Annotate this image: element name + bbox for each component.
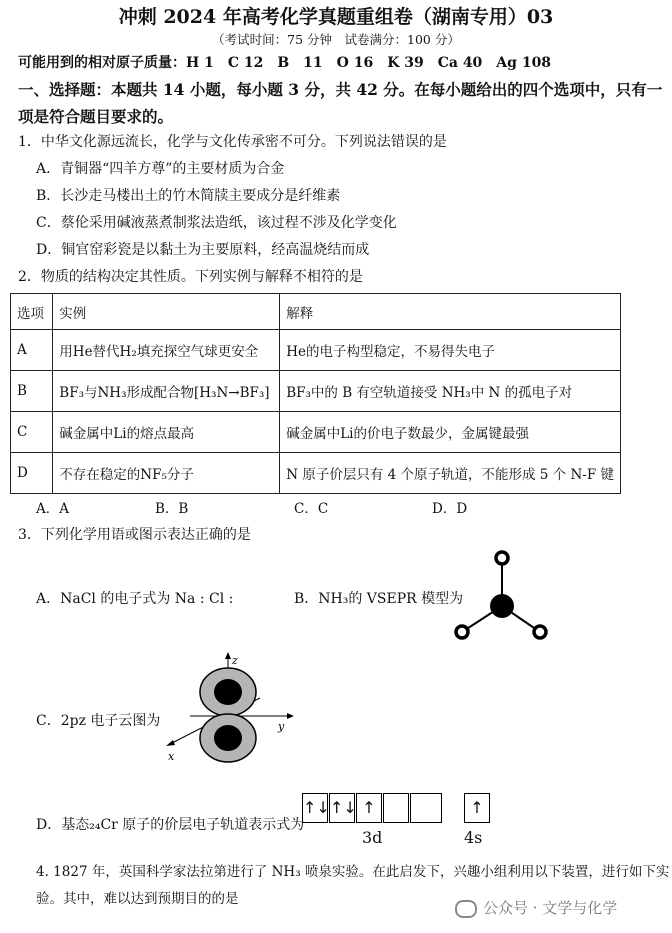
orbital-box: ↑ bbox=[356, 793, 382, 823]
row-option: A bbox=[11, 330, 53, 371]
q3-option-c: C．2pz 电子云图为 bbox=[36, 713, 161, 729]
question-2-stem: 2．物质的结构决定其性质。下列实例与解释不相符的是 bbox=[18, 269, 363, 285]
q1-option-a: A．青铜器“四羊方尊”的主要材质为合金 bbox=[36, 161, 285, 177]
wechat-icon bbox=[455, 900, 477, 918]
header-example: 实例 bbox=[53, 294, 280, 330]
row-example: 不存在稳定的NF₅分子 bbox=[53, 453, 280, 494]
label-3d: 3d bbox=[362, 828, 383, 847]
watermark bbox=[455, 897, 617, 918]
q3-option-b: B．NH₃的 VSEPR 模型为 bbox=[294, 591, 464, 607]
question-4-line2: 验。其中，难以达到预期目的的是 bbox=[36, 891, 239, 907]
page-title: 冲刺 2024 年高考化学真题重组卷（湖南专用）03 bbox=[118, 6, 554, 28]
header-option: 选项 bbox=[11, 294, 53, 330]
q1-option-d: D．铜官窑彩瓷是以黏土为主要原料，经高温烧结而成 bbox=[36, 242, 370, 258]
header-explanation: 解释 bbox=[280, 294, 621, 330]
label-4s: 4s bbox=[464, 828, 483, 847]
table-row bbox=[11, 371, 621, 412]
axis-label-x: x bbox=[168, 750, 175, 763]
row-explanation: BF₃中的 B 有空轨道接受 NH₃中 N 的孤电子对 bbox=[280, 371, 621, 412]
question-3-stem: 3．下列化学用语或图示表达正确的是 bbox=[18, 527, 251, 543]
row-explanation: N 原子价层只有 4 个原子轨道，不能形成 5 个 N-F 键 bbox=[280, 453, 621, 494]
axis-label-y: y bbox=[278, 720, 285, 733]
p-orbital-figure bbox=[160, 648, 300, 768]
q2-answer-a: A．A bbox=[36, 501, 69, 517]
question-4-line1: 4. 1827 年，英国科学家法拉第进行了 NH₃ 喷泉实验。在此启发下，兴趣小组利用以下装置，进行如下实 bbox=[36, 864, 670, 880]
row-example: 碱金属中Li的熔点最高 bbox=[53, 412, 280, 453]
row-example: BF₃与NH₃形成配合物[H₃N→BF₃] bbox=[53, 371, 280, 412]
table-header-row bbox=[11, 294, 621, 330]
row-example: 用He替代H₂填充探空气球更安全 bbox=[53, 330, 280, 371]
atomic-masses: 可能用到的相对原子质量：H 1 C 12 B 11 O 16 K 39 Ca 40 Ag 108 bbox=[18, 55, 552, 71]
table-row bbox=[11, 453, 621, 494]
vsepr-model-figure bbox=[448, 546, 558, 646]
orbital-box: ↑↓ bbox=[302, 793, 328, 823]
orbital-box-4s: ↑ bbox=[464, 793, 490, 823]
table-row bbox=[11, 330, 621, 371]
q3-option-a: A．NaCl 的电子式为 Na : Cl : bbox=[36, 591, 234, 607]
orbital-box bbox=[383, 793, 409, 823]
orbital-box: ↑↓ bbox=[329, 793, 355, 823]
q2-answer-b: B．B bbox=[155, 501, 189, 517]
row-option: D bbox=[11, 453, 53, 494]
q2-table bbox=[10, 293, 621, 494]
exam-info: （考试时间：75 分钟 试卷满分：100 分） bbox=[212, 32, 460, 47]
orbital-box bbox=[410, 793, 442, 823]
row-explanation: He的电子构型稳定，不易得失电子 bbox=[280, 330, 621, 371]
axis-label-z: z bbox=[232, 654, 238, 667]
q3-option-d: D．基态₂₄Cr 原子的价层电子轨道表示式为 bbox=[36, 817, 305, 833]
question-1-stem: 1．中华文化源远流长，化学与文化传承密不可分。下列说法错误的是 bbox=[18, 134, 447, 150]
watermark-text: 公众号 · 文学与化学 bbox=[483, 899, 618, 917]
row-option: B bbox=[11, 371, 53, 412]
row-explanation: 碱金属中Li的价电子数最少，金属键最强 bbox=[280, 412, 621, 453]
q1-option-c: C．蔡伦采用碱液蒸煮制浆法造纸，该过程不涉及化学变化 bbox=[36, 215, 397, 231]
row-option: C bbox=[11, 412, 53, 453]
q2-answer-d: D．D bbox=[432, 501, 468, 517]
q1-option-b: B．长沙走马楼出土的竹木简牍主要成分是纤维素 bbox=[36, 188, 341, 204]
q2-answer-c: C．C bbox=[294, 501, 329, 517]
section-heading: 一、选择题：本题共 14 小题，每小题 3 分，共 42 分。在每小题给出的四个选项中，只有一项是符合题目要求的。 bbox=[18, 80, 663, 126]
table-row bbox=[11, 412, 621, 453]
